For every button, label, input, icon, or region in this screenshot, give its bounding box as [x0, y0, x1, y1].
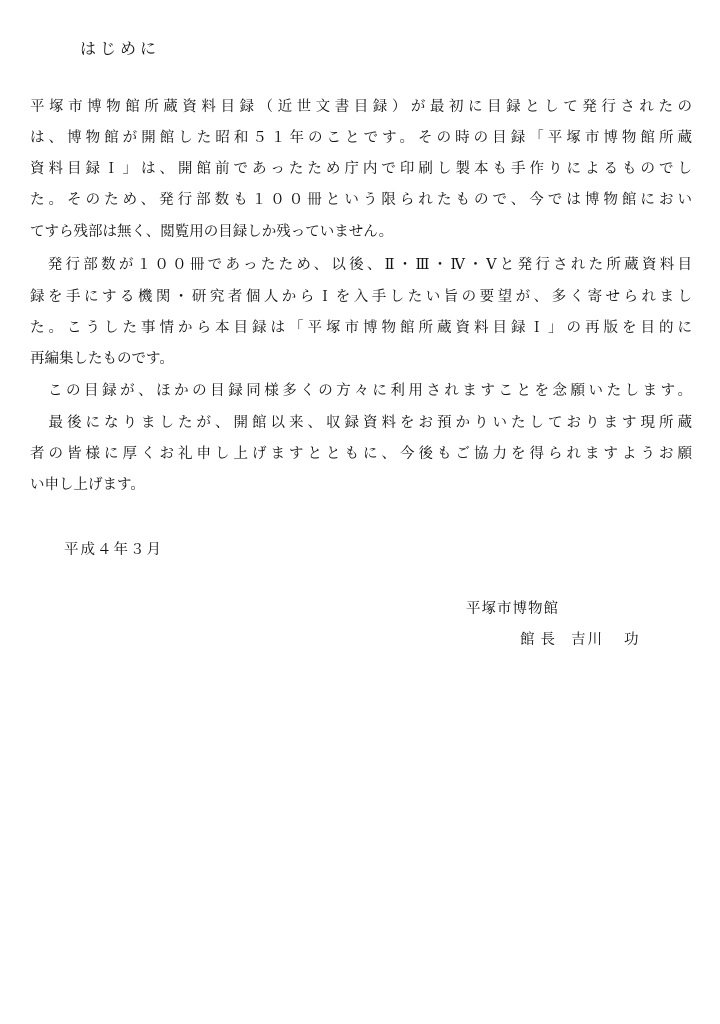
- signer: [520, 628, 641, 649]
- body-line-13: い申し上げます。: [30, 477, 145, 493]
- body-line-4: た。そのため、発行部数も１００冊という限られたもので、今では博物館におい: [30, 192, 692, 208]
- signer-family-name: 吉川: [571, 632, 604, 648]
- signer-given-name: 功: [624, 632, 641, 648]
- signer-title: 館長: [520, 632, 561, 648]
- body-line-11: 最後になりましたが、開館以来、収録資料をお預かりいたしております現所蔵: [30, 415, 692, 431]
- body-line-2: は、博物館が開館した昭和５１年のことです。その時の目録「平塚市博物館所蔵: [30, 130, 692, 146]
- body-line-9: 再編集したものです。: [30, 351, 174, 367]
- body-line-8: た。こうした事情から本目録は「平塚市博物館所蔵資料目録Ｉ」の再版を目的に: [30, 320, 692, 336]
- heading: はじめに: [80, 39, 161, 58]
- body-line-6: 発行部数が１００冊であったため、以後、Ⅱ・Ⅲ・Ⅳ・Ⅴと発行された所蔵資料目: [30, 257, 692, 273]
- body-line-12: 者の皆様に厚くお礼申し上げますとともに、今後もご協力を得られますようお願: [30, 446, 692, 462]
- organization: 平塚市博物館: [466, 601, 559, 617]
- date: 平成４年３月: [64, 542, 163, 558]
- body-line-5: てすら残部は無く、閲覧用の目録しか残っていません。: [30, 224, 394, 240]
- body-line-1: 平塚市博物館所蔵資料目録（近世文書目録）が最初に目録として発行されたの: [30, 99, 692, 115]
- body-line-3: 資料目録Ｉ」は、開館前であったため庁内で印刷し製本も手作りによるものでし: [30, 161, 692, 177]
- body-line-10: この目録が、ほかの目録同様多くの方々に利用されますことを念願いたします。: [30, 383, 692, 399]
- body-line-7: 録を手にする機関・研究者個人からＩを入手したい旨の要望が、多く寄せられまし: [30, 289, 692, 305]
